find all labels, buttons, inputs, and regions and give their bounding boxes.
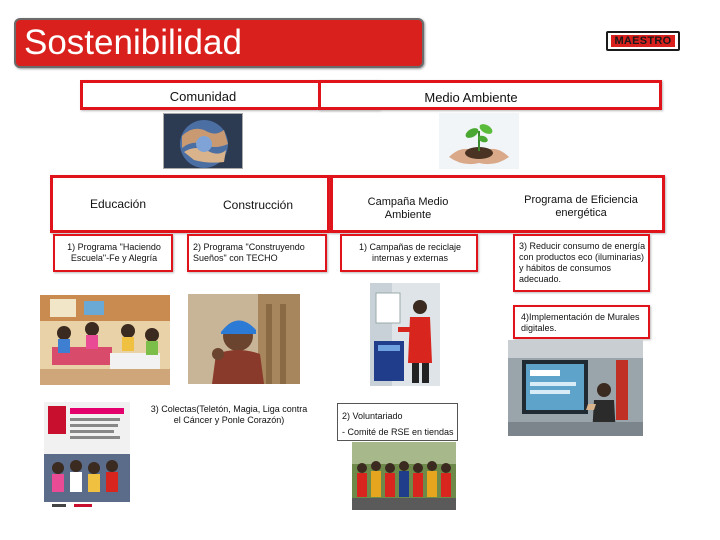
colectas-text: 3) Colectas(Teletón, Magia, Liga contra el Cáncer y Ponle Corazón) xyxy=(150,404,308,425)
construyendo-suenos-text: 2) Programa "Construyendo Sueños" con TECHO xyxy=(193,242,305,263)
slide-title: Sostenibilidad xyxy=(24,23,242,62)
medio-ambiente-header-box xyxy=(318,80,662,110)
construccion-label: Construcción xyxy=(222,198,294,212)
medio-ambiente-label: Medio Ambiente xyxy=(424,90,518,105)
slide-title-bar xyxy=(14,18,424,68)
comunidad-label: Comunidad xyxy=(169,89,237,104)
construyendo-suenos-box xyxy=(187,234,327,272)
educacion-label: Educación xyxy=(89,197,147,211)
logo-text: MAESTRO xyxy=(611,35,675,47)
recycling-photo xyxy=(370,283,440,386)
digital-mural-photo xyxy=(508,340,643,436)
voluntariado-box xyxy=(337,403,458,441)
haciendo-escuela-box xyxy=(53,234,173,272)
eficiencia-label: Programa de Eficiencia energética xyxy=(524,194,638,219)
reducir-consumo-text: 3) Reducir consumo de energía con productos eco (iluminarias) y hábitos de consumos adecuado. xyxy=(519,241,646,284)
comunidad-categories-box xyxy=(50,175,330,233)
child-helmet-photo xyxy=(188,294,300,384)
campana-label: Campaña Medio Ambiente xyxy=(367,196,449,221)
colectas-flyer-photo xyxy=(44,402,130,510)
murales-text: 4)Implementación de Murales digitales. xyxy=(521,312,640,333)
maestro-logo xyxy=(606,31,680,51)
colectas-box xyxy=(148,404,310,434)
volunteers-photo xyxy=(352,442,456,510)
campanas-reciclaje-text: 1) Campañas de reciclaje internas y externas xyxy=(358,242,462,263)
murales-box xyxy=(513,305,650,339)
voluntariado-title: 2) Voluntariado xyxy=(342,411,403,421)
haciendo-escuela-text: 1) Programa "Haciendo Escuela"-Fe y Alegría xyxy=(67,242,161,263)
plant-hands-image xyxy=(439,113,519,169)
hands-globe-image xyxy=(163,113,243,169)
campanas-reciclaje-box xyxy=(340,234,478,272)
classroom-photo xyxy=(40,295,170,385)
voluntariado-subtitle: - Comité de RSE en tiendas xyxy=(342,427,454,437)
reducir-consumo-box xyxy=(513,234,650,292)
medio-ambiente-categories-box xyxy=(330,175,665,233)
